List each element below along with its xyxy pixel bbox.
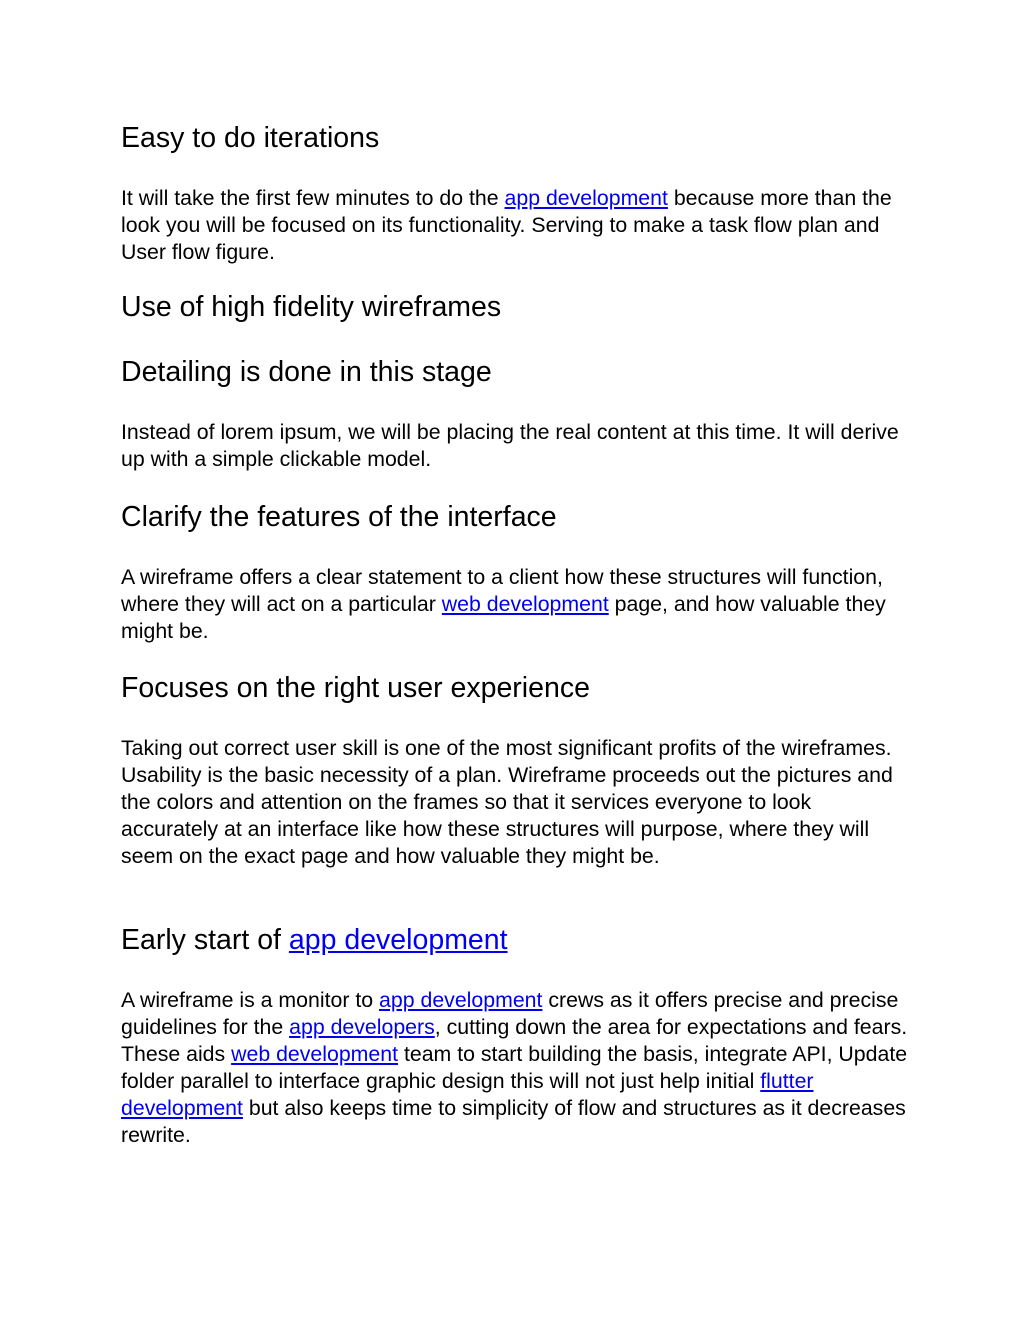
section-paragraph: A wireframe offers a clear statement to a client how these structures will function, where they will act on a particular web development page, and how valuable they might be.	[121, 565, 886, 643]
app-development-link[interactable]: app development	[379, 988, 543, 1012]
app-developers-link[interactable]: app developers	[289, 1015, 435, 1039]
section-heading: Focuses on the right user experience	[121, 672, 590, 704]
web-development-link[interactable]: web development	[441, 592, 609, 616]
section-heading: Detailing is done in this stage	[121, 356, 492, 388]
section-paragraph: A wireframe is a monitor to app development crews as it offers precise and precise guidelines for the app developers, cutting down the area for expectations and fears. These aids web development team to start building the basis, integrate API, Update folder parallel to interface graphic design this will not just help initial flutter development but also keeps time to simplicity of flow and structures as it decreases rewrite.	[121, 988, 908, 1147]
web-development-link[interactable]: web development	[231, 1042, 399, 1066]
section-paragraph: Instead of lorem ipsum, we will be placing the real content at this time. It will derive up with a simple clickable model.	[121, 420, 899, 471]
section-heading: Clarify the features of the interface	[121, 501, 557, 533]
app-development-link[interactable]: app development	[504, 186, 668, 210]
section-heading: Early start of app development	[121, 924, 508, 956]
section-heading: Use of high fidelity wireframes	[121, 291, 502, 323]
section-paragraph: It will take the first few minutes to do the app development because more than the look you will be focused on its functionality. Serving to make a task flow plan and User flow figure.	[121, 186, 892, 264]
flutter-development-link[interactable]: flutter development	[121, 1069, 814, 1120]
section-heading: Easy to do iterations	[121, 122, 380, 154]
app-development-heading-link[interactable]: app development	[288, 924, 508, 956]
section-paragraph: Taking out correct user skill is one of the most significant profits of the wireframes. Usability is the basic necessity of a plan. Wireframe proceeds out the pictures and the colors and attention on the frames so that it services everyone to look accurately at an interface like how these structures will purpose, where they will seem on the exact page and how valuable they might be.	[121, 736, 893, 868]
